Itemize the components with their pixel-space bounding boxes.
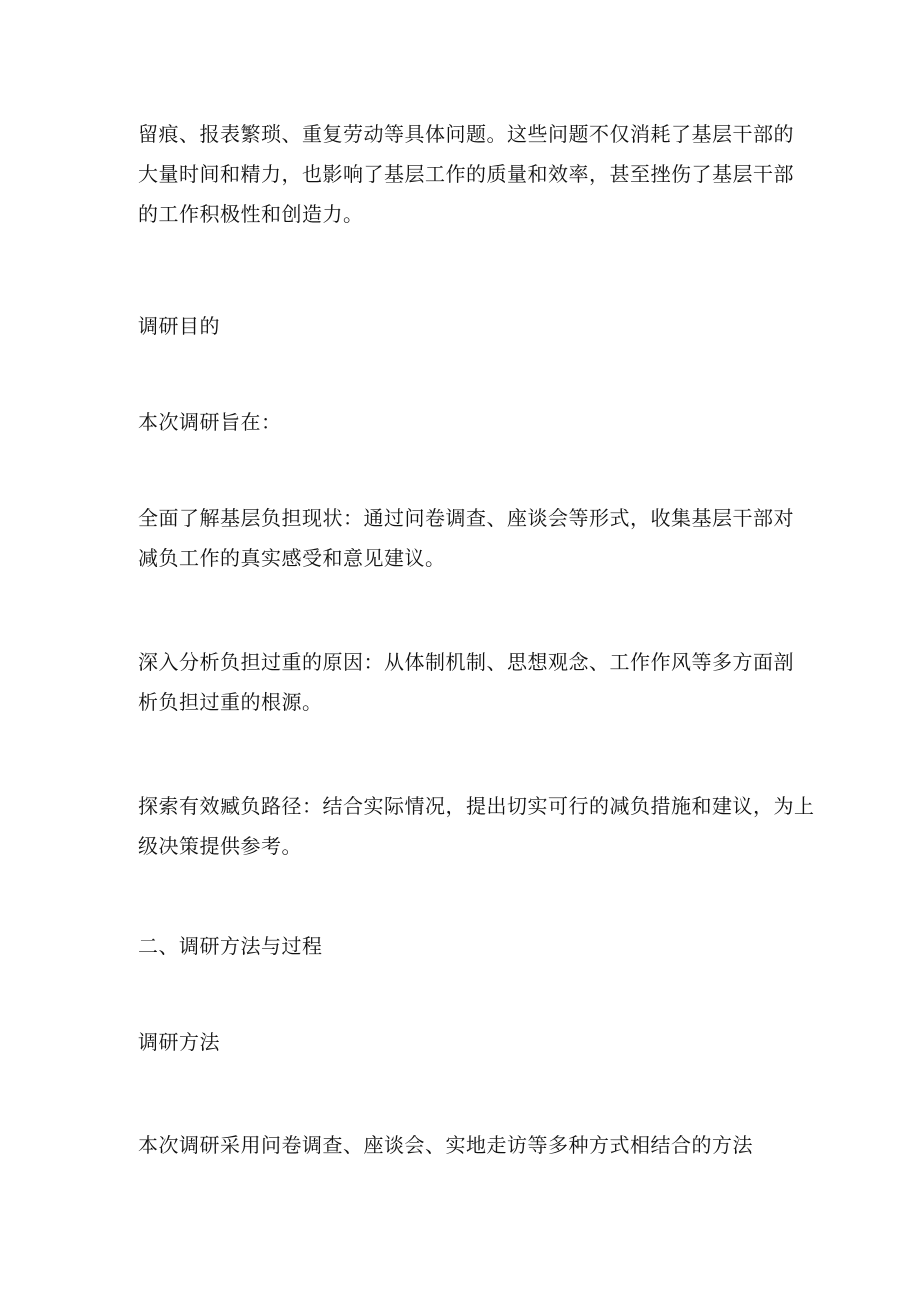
paragraph-intro (138, 402, 788, 442)
text-line: 留痕、报表繁琐、重复劳动等具体问题。这些问题不仅消耗了基层干部的 (138, 122, 794, 146)
heading-text: 调研目的 (138, 314, 220, 338)
text-line: 本次调研采用问卷调查、座谈会、实地走访等多种方式相结合的方法 (138, 1133, 753, 1157)
text-line: 减负工作的真实感受和意见建议。 (138, 546, 446, 570)
heading-text: 二、调研方法与过程 (138, 934, 323, 958)
text-line: 探索有效臧负路径：结合实际情况，提出切实可行的减负措施和建议，为上 (138, 794, 815, 818)
paragraph-method (138, 1125, 788, 1165)
heading-section-2 (138, 926, 788, 966)
text-line: 本次调研旨在： (138, 410, 282, 434)
heading-purpose (138, 306, 788, 346)
text-line: 析负担过重的根源。 (138, 690, 323, 714)
heading-text: 调研方法 (138, 1030, 220, 1054)
paragraph-purpose-1 (138, 498, 794, 578)
text-line: 全面了解基层负担现状：通过问卷调查、座谈会等形式，收集基层干部对 (138, 506, 794, 530)
paragraph-background (138, 114, 794, 234)
paragraph-purpose-2 (138, 642, 794, 722)
text-line: 级决策提供参考。 (138, 834, 302, 858)
text-line: 的工作积极性和创造力。 (138, 202, 364, 226)
heading-method (138, 1022, 788, 1062)
paragraph-purpose-3 (138, 786, 815, 866)
text-line: 深入分析负担过重的原因：从体制机制、思想观念、工作作风等多方面剖 (138, 650, 794, 674)
text-line: 大量时间和精力，也影响了基层工作的质量和效率，甚至挫伤了基层干部 (138, 162, 794, 186)
